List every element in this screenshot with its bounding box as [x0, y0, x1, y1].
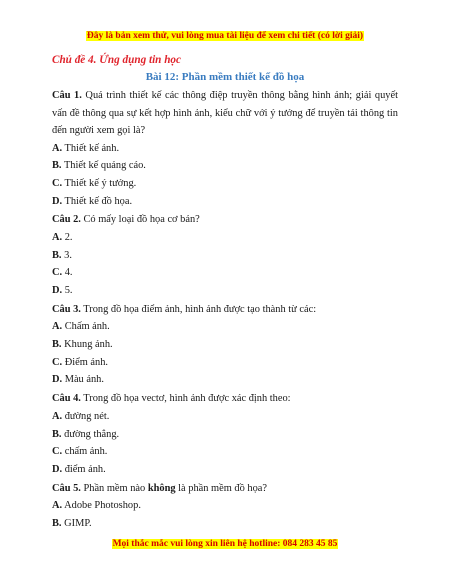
option-label: A.	[52, 410, 63, 422]
question-1-label: Câu 1.	[52, 90, 82, 101]
question-3-option-d	[52, 371, 398, 389]
question-3	[52, 301, 398, 389]
option-label: D.	[52, 463, 63, 475]
option-text: Màu ảnh.	[62, 374, 104, 386]
question-1-option-a	[52, 140, 398, 158]
option-label: A.	[52, 231, 63, 243]
question-5-option-a	[52, 497, 398, 515]
question-5-emphasis: không	[147, 482, 176, 494]
option-label: B.	[52, 339, 62, 351]
option-text: đường nét.	[62, 410, 110, 422]
option-label: C.	[52, 177, 63, 189]
option-text: 4.	[62, 267, 73, 279]
question-1-option-d	[52, 193, 398, 211]
option-text: chấm ảnh.	[62, 446, 108, 458]
question-3-option-c	[52, 354, 398, 372]
option-label: C.	[52, 446, 63, 458]
question-4	[52, 390, 398, 478]
question-5-option-b	[52, 515, 398, 533]
question-4-option-d	[52, 461, 398, 479]
option-label: D.	[52, 285, 63, 296]
question-3-option-b	[52, 336, 398, 354]
question-3-stem	[52, 301, 398, 319]
option-label: B.	[52, 517, 62, 529]
option-label: B.	[52, 428, 62, 440]
question-5-text-before: Phần mềm nào	[80, 482, 148, 494]
question-2-option-a	[52, 229, 398, 247]
question-1-text: Quá trình thiết kế các thông điệp truyền thông bằng hình ảnh; giải quyết vấn đề thông qua sự kết hợp hình ảnh, kiểu chữ với ý tưởng để truyền tải thông tin đến người xem gọi là?	[52, 90, 398, 136]
option-text: GIMP.	[61, 517, 92, 529]
document-body	[52, 52, 398, 533]
option-text: Thiết kế đồ họa.	[62, 195, 133, 207]
preview-notice-text: Đây là bản xem thử, vui lòng mua tài liệu để xem chi tiết (có lời giải)	[86, 31, 364, 41]
option-text: 5.	[62, 285, 73, 296]
preview-notice-banner	[0, 25, 450, 43]
option-label: C.	[52, 356, 63, 368]
question-5-stem	[52, 480, 398, 498]
question-2-label: Câu 2.	[52, 214, 81, 226]
hotline-text: Mọi thắc mắc vui lòng xin liên hệ hotline: 084 283 45 85	[112, 539, 338, 549]
question-2-option-b	[52, 247, 398, 265]
option-label: D.	[52, 374, 63, 386]
question-4-stem	[52, 390, 398, 408]
option-text: điểm ảnh.	[62, 463, 106, 475]
question-4-option-c	[52, 443, 398, 461]
question-3-label: Câu 3.	[52, 303, 81, 315]
option-label: A.	[52, 142, 63, 154]
hotline-banner	[0, 533, 450, 551]
option-text: Thiết kế ảnh.	[62, 142, 120, 154]
option-text: đường thẳng.	[61, 428, 120, 440]
question-1-option-c	[52, 175, 398, 193]
topic-heading: Chủ đề 4. Ứng dụng tin học	[52, 54, 181, 66]
question-3-text: Trong đồ họa điểm ảnh, hình ảnh được tạo thành từ các:	[80, 303, 317, 315]
option-text: Khung ảnh.	[61, 339, 113, 351]
question-2	[52, 211, 398, 299]
question-1-option-b	[52, 157, 398, 175]
question-1	[52, 87, 398, 210]
question-5	[52, 480, 398, 533]
question-1-stem	[52, 87, 398, 140]
question-2-option-c	[52, 264, 398, 282]
question-5-text-after: là phần mềm đồ họa?	[175, 482, 268, 494]
option-text: 3.	[61, 249, 72, 261]
option-label: C.	[52, 267, 63, 279]
question-2-text: Có mấy loại đồ họa cơ bản?	[80, 214, 200, 226]
option-text: Điểm ảnh.	[62, 356, 108, 368]
question-4-label: Câu 4.	[52, 393, 81, 405]
option-label: A.	[52, 500, 63, 512]
option-text: Thiết kế quảng cáo.	[61, 160, 146, 172]
question-2-option-d	[52, 282, 398, 300]
option-text: Chấm ảnh.	[62, 321, 110, 333]
question-3-option-a	[52, 318, 398, 336]
option-label: D.	[52, 195, 63, 207]
question-5-label: Câu 5.	[52, 482, 81, 494]
option-label: B.	[52, 249, 62, 261]
question-4-text: Trong đồ họa vectơ, hình ảnh được xác định theo:	[80, 393, 291, 405]
question-4-option-a	[52, 408, 398, 426]
option-text: 2.	[62, 231, 73, 243]
lesson-heading: Bài 12: Phần mềm thiết kế đồ họa	[145, 71, 305, 83]
option-text: Thiết kế ý tưởng.	[62, 177, 137, 189]
option-label: B.	[52, 160, 62, 172]
question-2-stem	[52, 211, 398, 229]
option-label: A.	[52, 321, 63, 333]
question-4-option-b	[52, 426, 398, 444]
option-text: Adobe Photoshop.	[62, 500, 141, 512]
